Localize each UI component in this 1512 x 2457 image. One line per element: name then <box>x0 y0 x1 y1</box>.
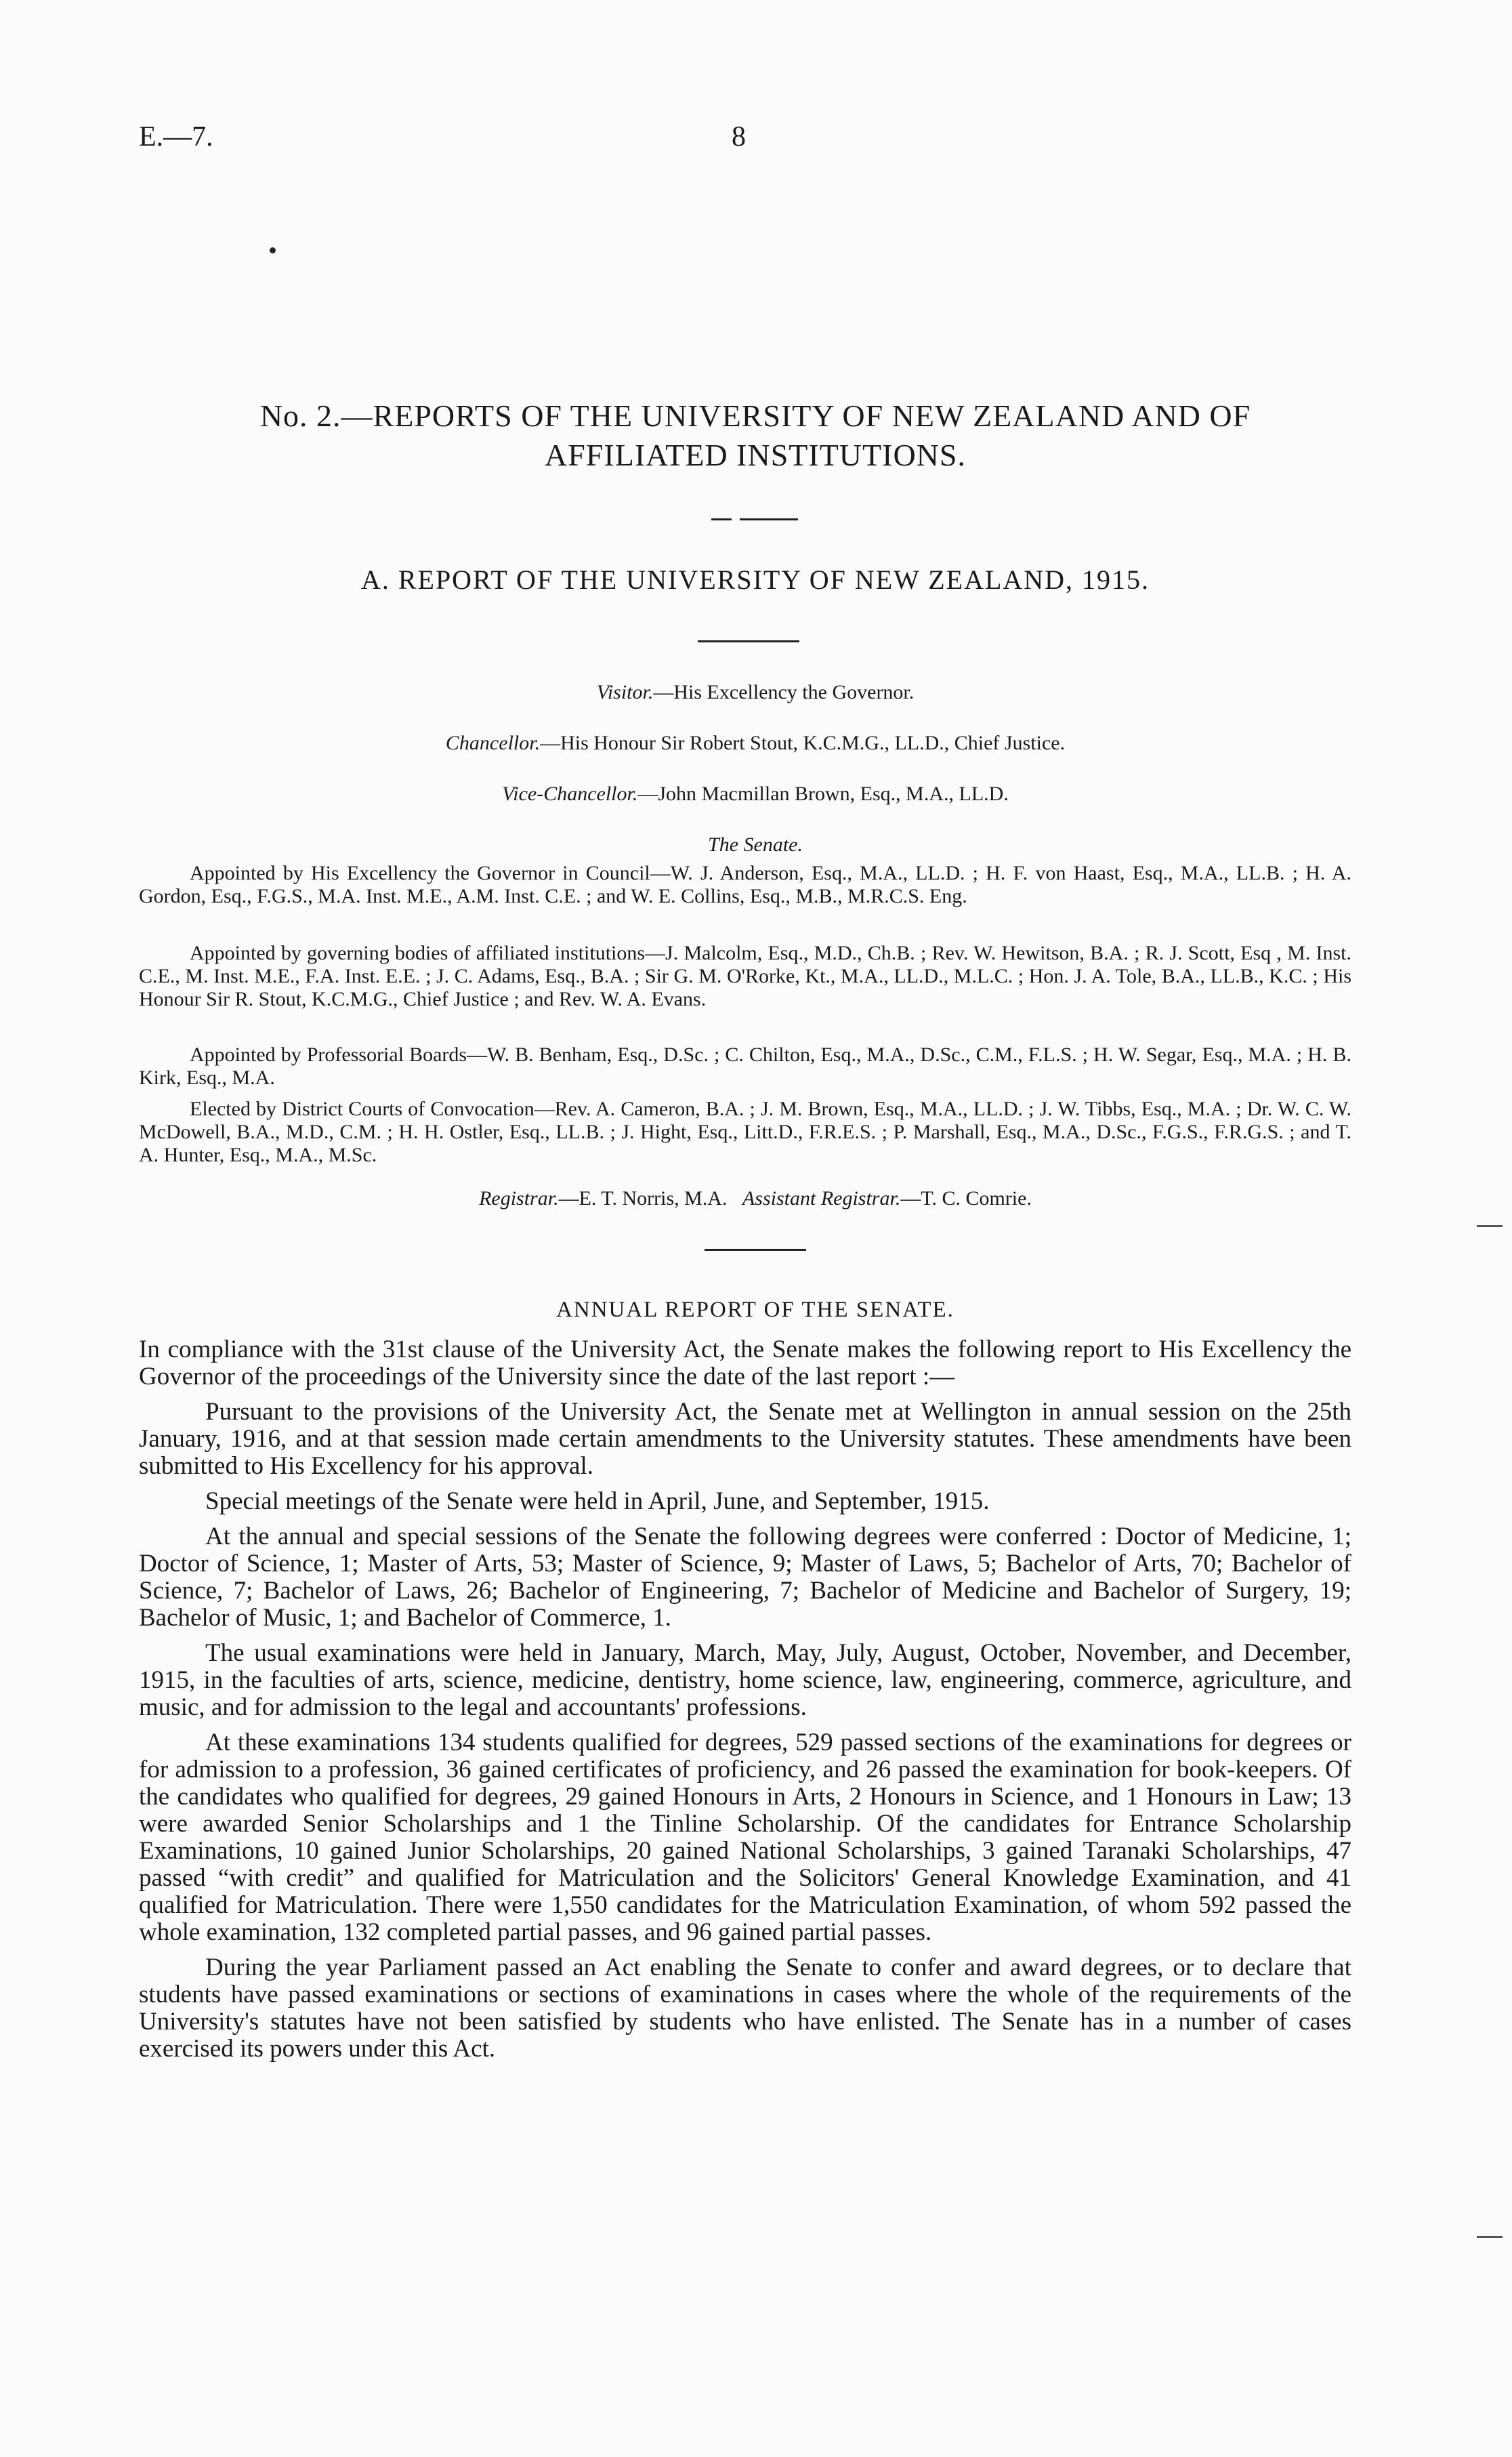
main-title-line2: AFFILIATED INSTITUTIONS. <box>545 438 966 472</box>
vice-chancellor-label: Vice-Chancellor. <box>502 783 638 805</box>
divider-rule <box>705 1249 806 1251</box>
report-paragraph: The usual examinations were held in January, March, May, July, August, October, November, and December, 1915, in the faculties of arts, science, medicine, dentistry, home science, law, engineering, commerce, agriculture, and music, and for admission to the legal and accountants' professions. <box>139 1639 1351 1721</box>
registrar-text: —E. T. Norris, M.A. <box>558 1187 728 1210</box>
page-code: E.—7. <box>139 121 213 152</box>
visitor-label: Visitor. <box>596 681 654 703</box>
registrar-line <box>139 1187 1372 1210</box>
margin-mark <box>1477 1225 1503 1227</box>
ink-dot <box>270 247 276 253</box>
senate-heading: The Senate. <box>708 833 803 856</box>
annual-report-body <box>139 1336 1351 2071</box>
annual-report-heading: ANNUAL REPORT OF THE SENATE. <box>556 1298 954 1322</box>
chancellor-line <box>139 732 1372 755</box>
senate-governor-appointees: Appointed by His Excellency the Governor in Council—W. J. Anderson, Esq., M.A., LL.D. ; H. F. von Haast, Esq., M.A., LL.B. ; H. A. Gordon, Esq., F.G.S., M.A. Inst. M.E., A.M. Inst. C.E. ; and W. E. Collins, Esq., M.B., M.R.C.S. Eng. <box>139 862 1351 907</box>
page-number: 8 <box>732 121 746 152</box>
registrar-label: Registrar. <box>479 1187 559 1210</box>
senate-professorial-appointees: Appointed by Professorial Boards—W. B. Benham, Esq., D.Sc. ; C. Chilton, Esq., M.A., D.Sc., C.M., F.L.S. ; H. W. Segar, Esq., M.A. ; H. B. Kirk, Esq., M.A. <box>139 1044 1351 1089</box>
report-paragraph: During the year Parliament passed an Act enabling the Senate to confer and award degrees, or to declare that students have passed examinations or sections of examinations in cases where the whole of the requirements of the University's statutes have not been satisfied by students who have enlisted. The Senate has in a number of cases exercised its powers under this Act. <box>139 1954 1351 2063</box>
report-paragraph: Special meetings of the Senate were held in April, June, and September, 1915. <box>205 1487 990 1515</box>
assistant-registrar-text: —T. C. Comrie. <box>900 1187 1032 1210</box>
visitor-line <box>139 681 1372 704</box>
vice-chancellor-text: —John Macmillan Brown, Esq., M.A., LL.D. <box>637 783 1009 805</box>
chancellor-label: Chancellor. <box>445 732 541 754</box>
assistant-registrar-label: Assistant Registrar. <box>742 1187 901 1210</box>
visitor-text: —His Excellency the Governor. <box>653 681 915 703</box>
divider-rule <box>711 518 732 520</box>
margin-mark <box>1477 2236 1503 2238</box>
chancellor-text: —His Honour Sir Robert Stout, K.C.M.G., LL.D., Chief Justice. <box>540 732 1066 754</box>
report-paragraph: In compliance with the 31st clause of the University Act, the Senate makes the following report to His Excellency the Governor of the proceedings of the University since the date of the last report :— <box>139 1336 1351 1390</box>
main-title-line1: No. 2.—REPORTS OF THE UNIVERSITY OF NEW ZEALAND AND OF <box>259 398 1251 433</box>
senate-affiliated-appointees: Appointed by governing bodies of affiliated institutions—J. Malcolm, Esq., M.D., Ch.B. ; Rev. W. Hewitson, B.A. ; R. J. Scott, Esq , M. Inst. C.E., M. Inst. M.E., F.A. Inst. E.E. ; J. C. Adams, Esq., B.A. ; Sir G. M. O'Rorke, Kt., M.A., LL.D., M.L.C. ; Hon. J. A. Tole, B.A., LL.B., K.C. ; His Honour Sir R. Stout, K.C.M.G., Chief Justice ; and Rev. W. A. Evans. <box>139 942 1351 1010</box>
divider-rule <box>740 518 798 520</box>
vice-chancellor-line <box>139 783 1372 806</box>
divider-rule <box>698 640 799 642</box>
report-paragraph: At these examinations 134 students qualified for degrees, 529 passed sections of the examinations for degrees or for admission to a profession, 36 gained certificates of proficiency, and 26 passed the examination for book-keepers. Of the candidates who qualified for degrees, 29 gained Honours in Arts, 2 Honours in Science, and 1 Honours in Law; 13 were awarded Senior Scholarships and 1 the Tinline Scholarship. Of the candidates for Entrance Scholarship Examinations, 10 gained Junior Scholarships, 20 gained National Scholarships, 3 gained Taranaki Scholarships, 47 passed “with credit” and qualified for Matriculation and the Solicitors' General Knowledge Examination, and 41 qualified for Matriculation. There were 1,550 candidates for the Matriculation Examination, of whom 592 passed the whole examination, 132 completed partial passes, and 96 gained partial passes. <box>139 1729 1351 1946</box>
report-paragraph: At the annual and special sessions of the Senate the following degrees were conferred : Doctor of Medicine, 1; Doctor of Science, 1; Master of Arts, 53; Master of Science, 9; Master of Laws, 5; Bachelor of Arts, 70; Bachelor of Science, 7; Bachelor of Laws, 26; Bachelor of Engineering, 7; Bachelor of Medicine and Bachelor of Surgery, 19; Bachelor of Music, 1; and Bachelor of Commerce, 1. <box>139 1523 1351 1632</box>
report-subtitle: A. REPORT OF THE UNIVERSITY OF NEW ZEALAND, 1915. <box>360 564 1150 595</box>
report-paragraph: Pursuant to the provisions of the University Act, the Senate met at Wellington in annual session on the 25th January, 1916, and at that session made certain amendments to the University statutes. These amendments have been submitted to His Excellency for his approval. <box>139 1398 1351 1480</box>
senate-elected-members: Elected by District Courts of Convocation—Rev. A. Cameron, B.A. ; J. M. Brown, Esq., M.A., LL.D. ; J. W. Tibbs, Esq., M.A. ; Dr. W. C. W. McDowell, B.A., M.D., C.M. ; H. H. Ostler, Esq., LL.B. ; J. Hight, Esq., Litt.D., F.R.E.S. ; P. Marshall, Esq., M.A., D.Sc., F.G.S., F.R.G.S. ; and T. A. Hunter, Esq., M.A., M.Sc. <box>139 1098 1351 1166</box>
